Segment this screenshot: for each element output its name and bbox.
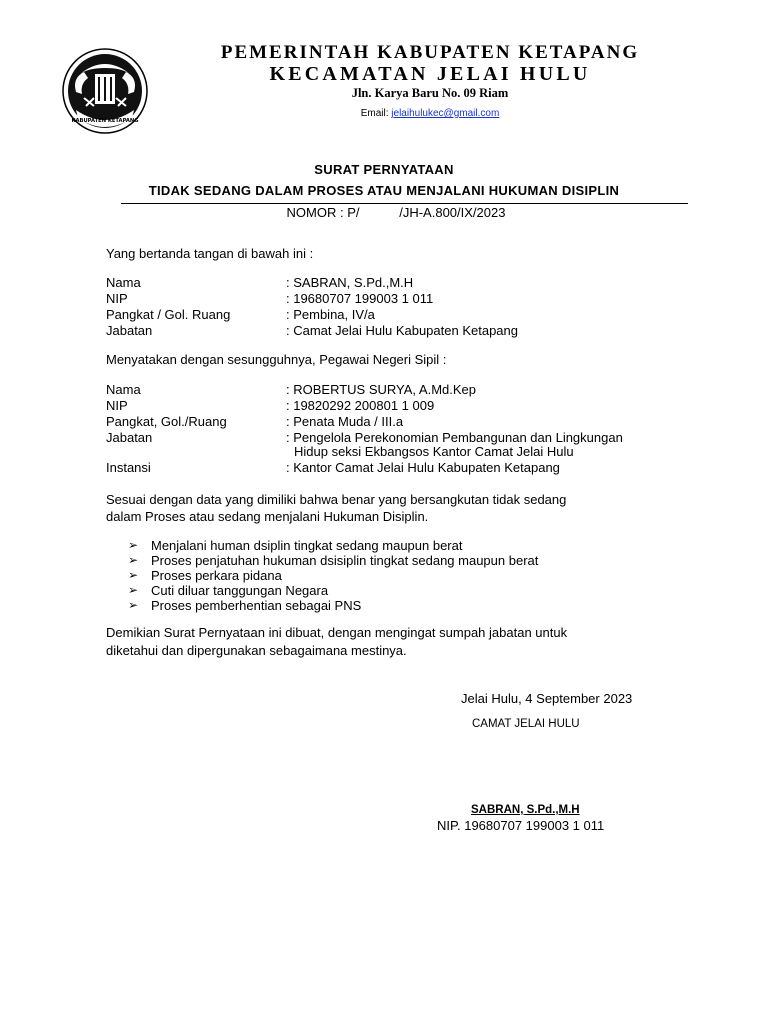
- arrow-bullet-icon: ➢: [128, 598, 139, 612]
- signer-name-label: Nama: [106, 275, 141, 290]
- signer-position-value: : Camat Jelai Hulu Kabupaten Ketapang: [286, 323, 518, 338]
- employee-rank-value: : Penata Muda / III.a: [286, 414, 404, 429]
- letterhead-office: KECAMATAN JELAI HULU: [269, 63, 591, 85]
- signer-rank-label: Pangkat / Gol. Ruang: [106, 307, 231, 322]
- employee-position-label: Jabatan: [106, 430, 153, 445]
- signer-nip: NIP. 19680707 199003 1 011: [437, 818, 605, 833]
- letterhead-address: Jln. Karya Baru No. 09 Riam: [351, 86, 509, 100]
- letter-subtitle: TIDAK SEDANG DALAM PROSES ATAU MENJALANI HUKUMAN DISIPLIN: [148, 183, 620, 198]
- letter-number: NOMOR : P/ /JH-A.800/IX/2023: [286, 205, 506, 220]
- email-label: Email:: [360, 108, 389, 119]
- employee-name-value: : ROBERTUS SURYA, A.Md.Kep: [286, 382, 477, 397]
- employee-agency-value: : Kantor Camat Jelai Hulu Kabupaten Ketapang: [286, 460, 560, 475]
- declaration-text: Menyatakan dengan sesungguhnya, Pegawai Negeri Sipil :: [106, 352, 447, 367]
- employee-position-value-cont: Hidup seksi Ekbangsos Kantor Camat Jelai Hulu: [294, 444, 574, 459]
- arrow-bullet-icon: ➢: [128, 583, 139, 597]
- signer-nip-label: NIP: [106, 291, 128, 306]
- logo-caption: KABUPATEN KETAPANG: [71, 118, 139, 124]
- letterhead-email: [150, 108, 710, 119]
- list-item: Proses pemberhentian sebagai PNS: [151, 598, 362, 613]
- statement-line-2: dalam Proses atau sedang menjalani Hukuman Disiplin.: [106, 509, 429, 524]
- employee-name-label: Nama: [106, 382, 141, 397]
- signer-rank-value: : Pembina, IV/a: [286, 307, 375, 322]
- letter-title: SURAT PERNYATAAN: [314, 162, 454, 177]
- closing-line-1: Demikian Surat Pernyataan ini dibuat, dengan mengingat sumpah jabatan untuk: [106, 625, 568, 640]
- signer-name-value: : SABRAN, S.Pd.,M.H: [286, 275, 414, 290]
- statement-line-1: Sesuai dengan data yang dimiliki bahwa benar yang bersangkutan tidak sedang: [106, 492, 567, 507]
- employee-agency-label: Instansi: [106, 460, 151, 475]
- signer-name: SABRAN, S.Pd.,M.H: [471, 804, 580, 816]
- arrow-bullet-icon: ➢: [128, 553, 139, 567]
- list-item: Proses penjatuhan hukuman dsisiplin tingkat sedang maupun berat: [151, 553, 539, 568]
- employee-nip-value: : 19820292 200801 1 009: [286, 398, 435, 413]
- signer-title: CAMAT JELAI HULU: [472, 718, 580, 730]
- regency-emblem-logo: [62, 48, 148, 134]
- title-divider: [121, 203, 688, 204]
- letterhead-government: PEMERINTAH KABUPATEN KETAPANG: [220, 42, 640, 63]
- employee-rank-label: Pangkat, Gol./Ruang: [106, 414, 227, 429]
- email-link[interactable]: jelaihulukec@gmail.com: [391, 108, 500, 119]
- closing-line-2: diketahui dan dipergunakan sebagaimana mestinya.: [106, 643, 407, 658]
- employee-position-value: : Pengelola Perekonomian Pembangunan dan Lingkungan: [286, 430, 623, 445]
- place-date: Jelai Hulu, 4 September 2023: [461, 691, 633, 706]
- intro-text: Yang bertanda tangan di bawah ini :: [106, 246, 314, 261]
- signer-position-label: Jabatan: [106, 323, 153, 338]
- arrow-bullet-icon: ➢: [128, 538, 139, 552]
- list-item: Cuti diluar tanggungan Negara: [151, 583, 329, 598]
- list-item: Proses perkara pidana: [151, 568, 282, 583]
- signer-nip-value: : 19680707 199003 1 011: [286, 291, 434, 306]
- employee-nip-label: NIP: [106, 398, 128, 413]
- arrow-bullet-icon: ➢: [128, 568, 139, 582]
- list-item: Menjalani human dsiplin tingkat sedang maupun berat: [151, 538, 463, 553]
